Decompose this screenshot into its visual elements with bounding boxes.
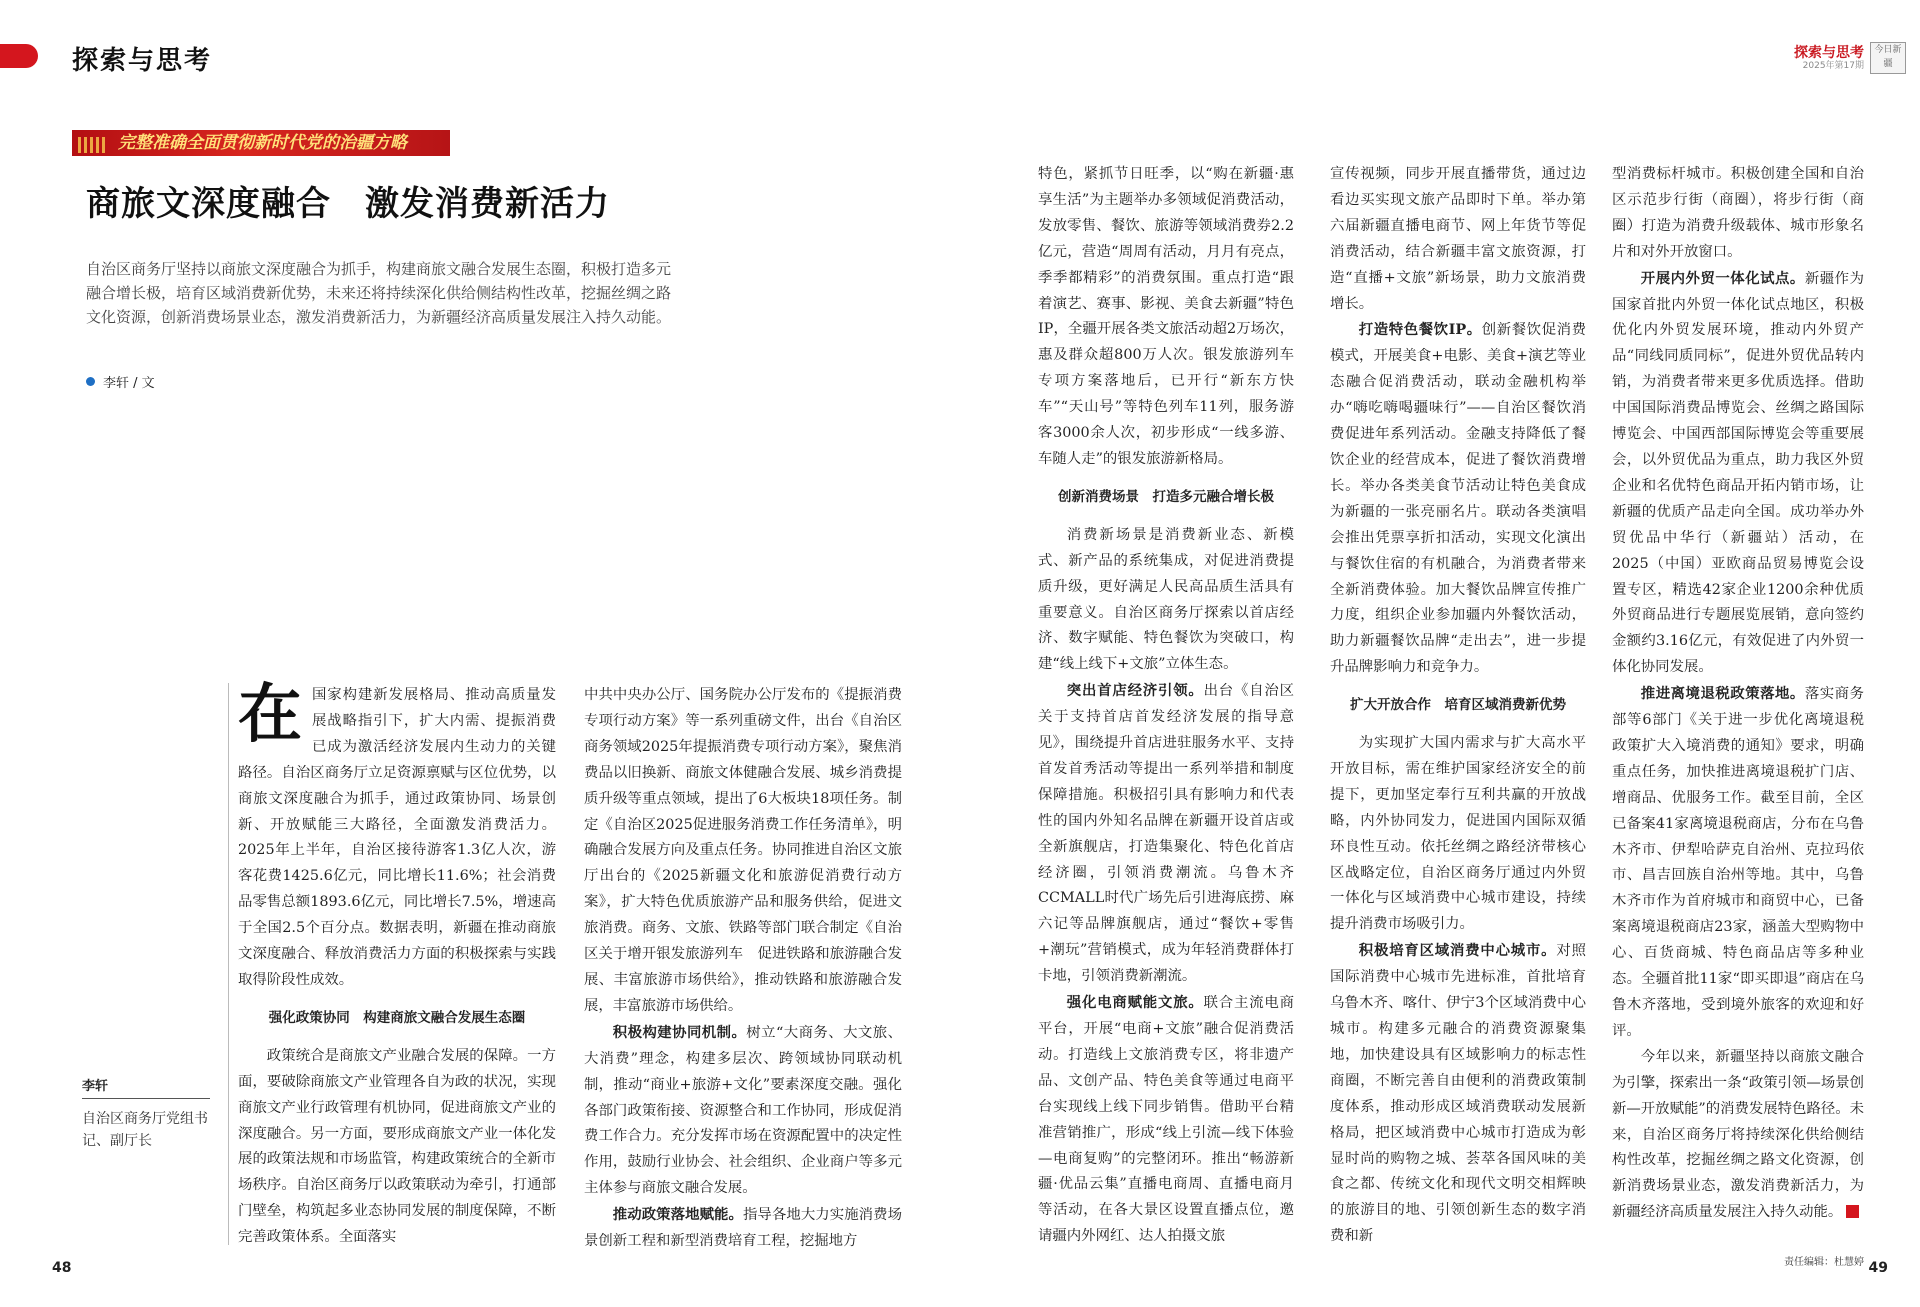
author-divider — [82, 1098, 210, 1099]
magazine-section-label: 探索与思考 — [1794, 45, 1864, 61]
paragraph — [1612, 681, 1864, 1045]
paragraph-lead: 打造特色餐饮IP。 — [1358, 321, 1482, 339]
paragraph — [1612, 1045, 1864, 1226]
headline-part-2: 激发消费新活力 — [365, 184, 610, 224]
byline-dot-icon — [86, 377, 95, 386]
paragraph-body: 今年以来，新疆坚持以商旅文融合为引擎，探索出一条“政策引领—场景创新—开放赋能”的消费发展特色路径。未来，自治区商务厅将持续深化供给侧结构性改革，挖掘丝绸之路文化资源，创新消费场景业态，激发消费新活力，为新疆经济高质量发展注入持久动能。 — [1612, 1048, 1864, 1221]
paragraph-lead: 推动政策落地赋能。 — [612, 1206, 743, 1224]
paragraph-body: 联合主流电商平台，开展“电商+文旅”融合促消费活动。打造线上文旅消费专区，将非遗产品、文创产品、特色美食等通过电商平台实现线上线下同步销售。借助平台精准营销推广，形成“线上引流—线下体验—电商复购”的完整闭环。推出“畅游新疆·优品云集”直播电商周、直播电商月等活动，在各大景区设置直播点位，邀请疆内外网红、达人拍摄文旅 — [1038, 995, 1294, 1245]
section-marker — [0, 44, 38, 68]
paragraph: 政策统合是商旅文产业融合发展的保障。一方面，要破除商旅文产业管理各自为政的状况，实现商旅文产业行政管理有机协同，促进商旅文产业的深度融合。另一方面，要形成商旅文产业一体化发展的政策法规和市场监管，构建政策统合的全新市场秩序。自治区商务厅以政策联动为牵引，打通部门壁垒，构筑起多业态协同发展的制度保障，不断完善政策体系。全面落实 — [238, 1047, 556, 1246]
theme-banner — [72, 130, 450, 156]
article-column-5 — [1612, 162, 1864, 1226]
paragraph-lead: 积极构建协同机制。 — [612, 1023, 747, 1041]
column-divider — [228, 683, 229, 1245]
page-number-left: 48 — [52, 1260, 72, 1276]
paragraph-body: 落实商务部等6部门《关于进一步优化离境退税政策扩大入境消费的通知》要求，明确重点任务，加快推进离境退税扩门店、增商品、优服务工作。截至目前，全区已备案41家离境退税商店，分布在乌鲁木齐市、伊犁哈萨克自治州、克拉玛依市、昌吉回族自治州等地。其中，乌鲁木齐市作为首府城市和商贸中心，已备案离境退税商店23家，涵盖大型购物中心、百货商城、特色商品店等多种业态。全疆首批11家“即买即退”商店在乌鲁木齐落地，受到境外旅客的欢迎和好评。 — [1612, 686, 1864, 1039]
paragraph-lead: 强化电商赋能文旅。 — [1066, 994, 1204, 1012]
paragraph — [1612, 266, 1864, 682]
drop-cap: 在 — [238, 677, 302, 752]
subheading: 强化政策协同 构建商旅文融合发展生态圈 — [268, 1009, 526, 1026]
paragraph-lead: 积极培育区域消费中心城市。 — [1358, 942, 1557, 960]
subheading: 创新消费场景 打造多元融合增长极 — [1058, 488, 1274, 505]
paragraph: 国家构建新发展格局、推动高质量发展战略指引下，扩大内需、提振消费已成为激活经济发展内生动力的关键路径。自治区商务厅立足资源禀赋与区位优势，以商旅文深度融合为抓手，通过政策协同、场景创新、开放赋能三大路径，全面激发消费活力。2025年上半年，自治区接待游客1.3亿人次，游客花费1425.6亿元，同比增长11.6%；社会消费品零售总额1893.6亿元，同比增长7.5%，增速高于全国2.5个百分点。数据表明，新疆在推动商旅文深度融合、释放消费活力方面的积极探索与实践取得阶段性成效。 — [238, 687, 556, 988]
article-headline — [86, 176, 610, 225]
banner-text: 完整准确全面贯彻新时代党的治疆方略 — [118, 133, 407, 153]
end-of-article-icon — [1846, 1205, 1859, 1218]
paragraph: 特色，紧抓节日旺季，以“购在新疆·惠享生活”为主题举办多领域促消费活动，发放零售、餐饮、旅游等领域消费券2.2亿元，营造“周周有活动，月月有亮点，季季都精彩”的消费氛围。重点打造“跟着演艺、赛事、影视、美食去新疆”特色IP，全疆开展各类文旅活动超2万场次，惠及群众超800万人次。银发旅游列车专项方案落地后，已开行“新东方快车”“天山号”等特色列车11列，服务游客3000余人次，初步形成“一线多游、车随人走”的银发旅游新格局。 — [1038, 166, 1294, 467]
paragraph-body: 对照国际消费中心城市先进标准，首批培育乌鲁木齐、喀什、伊宁3个区域消费中心城市。构建多元融合的消费资源聚集地，加快建设具有区域影响力的标志性商圈，不断完善自由便利的消费政策制度体系，推动形成区域消费联动发展新格局，把区域消费中心城市打造成为彰显时尚的购物之城、荟萃各国风味的美食之都、传统文化和现代文明交相辉映的旅游目的地、引领创新生态的数字消费和新 — [1330, 943, 1586, 1245]
paragraph — [1038, 678, 1294, 990]
magazine-logo: 今日新疆 — [1870, 42, 1906, 74]
paragraph-lead: 突出首店经济引领。 — [1066, 682, 1204, 700]
paragraph-lead: 推进离境退税政策落地。 — [1640, 685, 1805, 703]
great-hall-decoration — [78, 137, 108, 153]
paragraph — [584, 1020, 902, 1202]
paragraph-body: 指导各地大力实施消费场景创新工程和新型消费培育工程，挖掘地方 — [584, 1207, 902, 1250]
paragraph-body: 新疆作为国家首批内外贸一体化试点地区，积极优化内外贸发展环境，推动内外贸产品“同线同质同标”，促进外贸优品转内销，为消费者带来更多优质选择。借助中国国际消费品博览会、丝绸之路国际博览会、中国西部国际博览会等重要展会，以外贸优品为重点，助力我区外贸企业和名优特色商品开拓内销市场，让新疆的优质产品走向全国。成功举办外贸优品中华行（新疆站）活动，在2025（中国）亚欧商品贸易博览会设置专区，精选42家企业1200余种优质外贸商品进行专题展览展销，意向签约金额约3.16亿元，有效促进了内外贸一体化协同发展。 — [1612, 270, 1864, 676]
magazine-issue: 2025年第17期 — [1802, 61, 1864, 71]
subheading: 扩大开放合作 培育区域消费新优势 — [1350, 697, 1566, 714]
headline-part-1: 商旅文深度融合 — [86, 184, 331, 224]
paragraph-lead: 开展内外贸一体化试点。 — [1640, 269, 1805, 287]
paragraph-body: 创新餐饮促消费模式，开展美食+电影、美食+演艺等业态融合促消费活动，联动金融机构举办“嗨吃嗨喝疆味行”——自治区餐饮消费促进年系列活动。金融支持降低了餐饮企业的经营成本，促进了餐饮消费增长。举办各类美食节活动让特色美食成为新疆的一张亮丽名片。联动各类演唱会推出凭票享折扣活动，实现文化演出与餐饮住宿的有机融合，为消费者带来全新消费体验。加大餐饮品牌宣传推广力度，组织企业参加疆内外餐饮活动，助力新疆餐饮品牌“走出去”，进一步提升品牌影响力和竞争力。 — [1330, 322, 1586, 676]
paragraph-body: 树立“大商务、大文旅、大消费”理念，构建多层次、跨领域协同联动机制，推动“商业+旅游+文化”要素深度交融。强化各部门政策衔接、资源整合和工作协同，形成促消费工作合力。充分发挥市场在资源配置中的决定性作用，鼓励行业协会、社会组织、企业商户等多元主体参与商旅文融合发展。 — [584, 1024, 902, 1197]
author-name: 李轩 — [82, 1079, 109, 1094]
section-title: 探索与思考 — [72, 46, 213, 76]
paragraph — [1330, 317, 1586, 681]
paragraph: 为实现扩大国内需求与扩大高水平开放目标，需在维护国家经济安全的前提下，更加坚定奉行互利共赢的开放战略，内外协同发力，促进国内国际双循环良性互动。依托丝绸之路经济带核心区战略定位，自治区商务厅通过内外贸一体化与区域消费中心城市建设，持续提升消费市场吸引力。 — [1330, 735, 1586, 933]
paragraph — [1038, 990, 1294, 1250]
article-column-3 — [1038, 162, 1294, 1250]
responsible-editor: 责任编辑：杜慧婷 — [1784, 1257, 1864, 1268]
page-number-right: 49 — [1868, 1260, 1888, 1276]
paragraph: 宣传视频，同步开展直播带货，通过边看边买实现文旅产品即时下单。举办第六届新疆直播电商节、网上年货节等促消费活动，结合新疆丰富文旅资源，打造“直播+文旅”新场景，助力文旅消费增长。 — [1330, 166, 1586, 312]
paragraph — [1330, 938, 1586, 1250]
paragraph: 消费新场景是消费新业态、新模式、新产品的系统集成，对促进消费提质升级，更好满足人民高品质生活具有重要意义。自治区商务厅探索以首店经济、数字赋能、特色餐饮为突破口，构建“线上线下+文旅”立体生态。 — [1038, 526, 1294, 673]
article-column-2 — [584, 683, 902, 1255]
paragraph: 型消费标杆城市。积极创建全国和自治区示范步行街（商圈），将步行街（商圈）打造为消费升级载体、城市形象名片和对外开放窗口。 — [1612, 166, 1864, 260]
article-lead: 自治区商务厅坚持以商旅文深度融合为抓手，构建商旅文融合发展生态圈，积极打造多元融合增长极，培育区域消费新优势，未来还将持续深化供给侧结构性改革，挖掘丝绸之路文化资源，创新消费场景业态，激发消费新活力，为新疆经济高质量发展注入持久动能。 — [86, 260, 672, 326]
article-column-1 — [238, 677, 556, 1251]
paragraph-body: 出台《自治区关于支持首店首发经济发展的指导意见》，围绕提升首店进驻服务水平、支持首发首秀活动等提出一系列举措和制度保障措施。积极招引具有影响力和代表性的国内外知名品牌在新疆开设首店或全新旗舰店，打造集聚化、特色化首店经济圈，引领消费潮流。乌鲁木齐CCMALL时代广场先后引进海底捞、麻六记等品牌旗舰店，通过“餐饮+零售+潮玩”营销模式，成为年轻消费群体打卡地，引领消费新潮流。 — [1038, 683, 1294, 985]
paragraph — [584, 1202, 902, 1255]
paragraph: 中共中央办公厅、国务院办公厅发布的《提振消费专项行动方案》等一系列重磅文件，出台《自治区商务领域2025年提振消费专项行动方案》，聚焦消费品以旧换新、商旅文体健融合发展、城乡消费提质升级等重点领域，提出了6大板块18项任务。制定《自治区2025促进服务消费工作任务清单》，明确融合发展方向及重点任务。协同推进自治区文旅厅出台的《2025新疆文化和旅游促消费行动方案》，扩大特色优质旅游产品和服务供给，促进文旅消费。商务、文旅、铁路等部门联合制定《自治区关于增开银发旅游列车 促进铁路和旅游融合发展、丰富旅游市场供给》，推动铁路和旅游融合发展，丰富旅游市场供给。 — [584, 687, 902, 1014]
author-title: 自治区商务厅党组书记、副厅长 — [82, 1111, 208, 1149]
article-column-4 — [1330, 162, 1586, 1250]
byline-text: 李轩 / 文 — [103, 376, 155, 391]
byline — [86, 372, 155, 391]
